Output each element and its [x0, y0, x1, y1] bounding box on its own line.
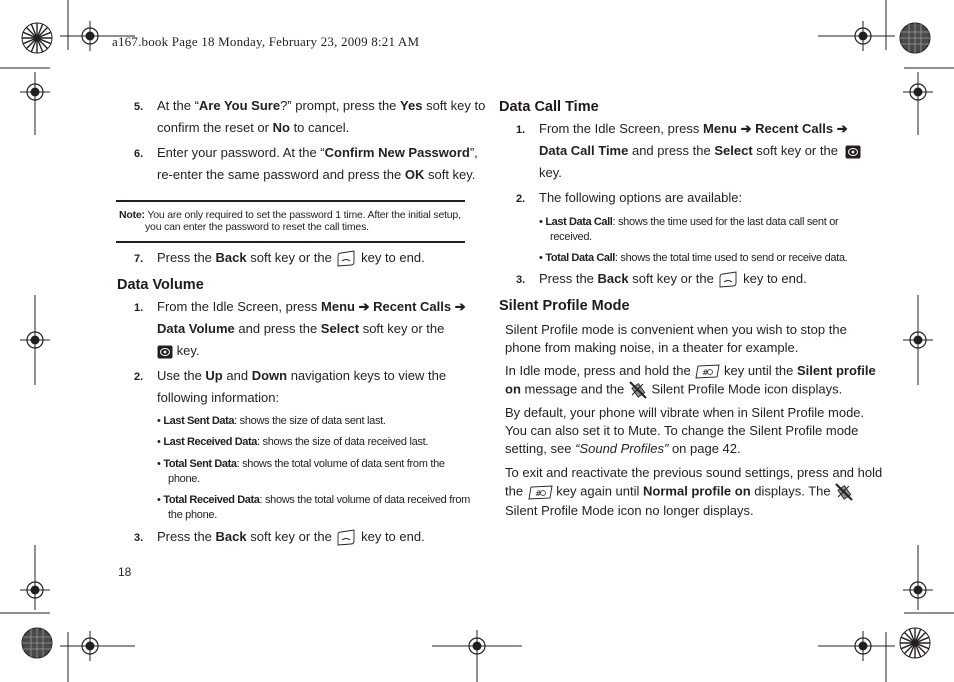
- list-item: • Total Data Call: shows the total time used to send or receive data.: [539, 252, 848, 264]
- star-key-icon: [694, 364, 720, 379]
- select-key-icon: [845, 145, 861, 159]
- list-item: • Last Sent Data: shows the size of data sent last.: [157, 415, 386, 427]
- silent-para-3: By default, your phone will vibrate when in Silent Profile mode. You can also set it to Mute. To change the Silent Profile mode setting, see “Sound Profiles” on page 42.: [505, 405, 865, 456]
- list-item: • Last Received Data: shows the size of data received last.: [157, 436, 429, 448]
- section-title-silent-profile: Silent Profile Mode: [499, 298, 630, 314]
- note-label: Note:: [119, 209, 145, 221]
- step-number: 5.: [134, 101, 144, 113]
- list-item: • Total Received Data: shows the total volume of data received from the phone.: [157, 494, 471, 521]
- dct-step-2: 2. The following options are available:: [516, 190, 743, 205]
- end-key-icon: [717, 271, 739, 289]
- note-text-2: you can enter the password to reset the call times.: [145, 221, 369, 233]
- step-number: 6.: [134, 148, 144, 160]
- dv-step-1: 1. From the Idle Screen, press Menu ➔ Recent Calls ➔ Data Volume and press the Select soft key or the key.: [134, 299, 466, 358]
- silent-para-1: Silent Profile mode is convenient when you wish to stop the phone from making noise, in a theater for example.: [505, 322, 847, 355]
- page-number: 18: [118, 565, 132, 579]
- dv-step-3: 3. Press the Back soft key or the key to end.: [134, 528, 474, 552]
- note-text-1: You are only required to set the password 1 time. After the initial setup,: [147, 209, 461, 221]
- svg-text:#: #: [534, 488, 542, 498]
- silent-para-4: To exit and reactivate the previous sound settings, press and hold the # key again until Normal profile on displays. The Silent Profile Mode icon no longer displays.: [505, 465, 883, 518]
- dv-step-2: 2. Use the Up and Down navigation keys to view the following information:: [134, 368, 447, 405]
- star-key-icon: [527, 485, 553, 500]
- book-header: a167.book Page 18 Monday, February 23, 2009 8:21 AM: [112, 34, 420, 49]
- svg-text:#: #: [702, 368, 710, 378]
- select-key-icon: [157, 345, 173, 359]
- end-key-icon: [335, 250, 357, 268]
- section-title-data-call-time: Data Call Time: [499, 99, 599, 115]
- silent-para-2: In Idle mode, press and hold the # key until the Silent profile on message and the Silent Profile Mode icon displays.: [505, 362, 876, 400]
- silent-mode-icon: [628, 380, 648, 400]
- dct-step-1: 1. From the Idle Screen, press Menu ➔ Recent Calls ➔ Data Call Time and press the Select soft key or the key.: [516, 120, 856, 190]
- section-title-data-volume: Data Volume: [117, 277, 204, 293]
- cross-reference: “Sound Profiles”: [575, 441, 669, 456]
- silent-mode-icon: [834, 482, 854, 502]
- list-item: • Last Data Call: shows the time used for the last data call sent or received.: [539, 216, 839, 243]
- note-box: [116, 200, 465, 243]
- dct-step-3: 3. Press the Back soft key or the key to end.: [516, 270, 856, 294]
- end-key-icon: [335, 529, 357, 547]
- step-7: 7. Press the Back soft key or the key to end.: [134, 249, 474, 273]
- list-item: • Total Sent Data: shows the total volume of data sent from the phone.: [157, 458, 445, 485]
